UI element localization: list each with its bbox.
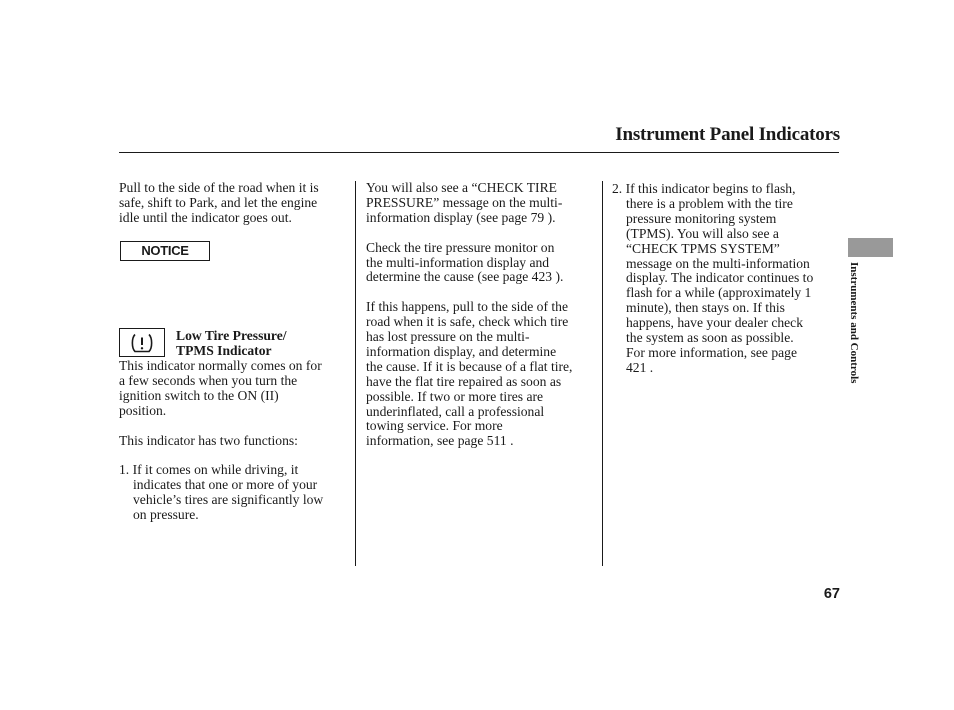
indicator-title: Low Tire Pressure/ TPMS Indicator	[176, 328, 287, 358]
list-item-function-1: 1. If it comes on while driving, it indicates that one or more of your vehicle’s tires are significantly low on pressure.	[119, 462, 324, 523]
paragraph-check-monitor: Check the tire pressure monitor on the multi-information display and determine the cause (see page 423 ).	[366, 239, 564, 285]
page-title: Instrument Panel Indicators	[615, 124, 840, 145]
column-divider-2	[602, 181, 603, 566]
column-3	[612, 182, 838, 376]
paragraph-if-this-happens: If this happens, pull to the side of the road when it is safe, check which tire has lost pressure on the multi- information display, and determine the cause. If it is because of a flat tire, have the flat tire repaired as soon as possible. If two or more tires are underinflated, call a professional towing service. For more information, see page 511 .	[366, 299, 573, 449]
paragraph-check-tire-pressure: You will also see a “CHECK TIRE PRESSURE” message on the multi- information display (see page 79 ).	[366, 180, 563, 225]
paragraph-indicator-normal: This indicator normally comes on for a few seconds when you turn the ignition switch to the ON (II) position.	[119, 358, 322, 418]
column-1-intro	[119, 181, 347, 226]
section-side-label: Instruments and Controls	[848, 262, 860, 384]
column-2	[366, 181, 598, 449]
column-divider-1	[355, 181, 356, 566]
list-item-function-2: 2. If this indicator begins to flash, there is a problem with the tire pressure monitoring system (TPMS). You will also see a “CHECK TPMS SYSTEM” message on the multi-information display. The indicator continues to flash for a while (approximately 1 minute), then stays on. If this happens, have your dealer check the system as soon as possible. For more information, see page 421 .	[612, 181, 814, 375]
tpms-warning-icon	[119, 328, 165, 357]
paragraph-two-functions: This indicator has two functions:	[119, 432, 298, 448]
section-tab	[848, 238, 893, 257]
page-number: 67	[823, 586, 840, 602]
column-1-body	[119, 359, 347, 523]
header-rule	[119, 152, 839, 153]
notice-label: NOTICE	[120, 241, 210, 261]
paragraph-pull-over: Pull to the side of the road when it is safe, shift to Park, and let the engine idle until the indicator goes out.	[119, 180, 319, 225]
